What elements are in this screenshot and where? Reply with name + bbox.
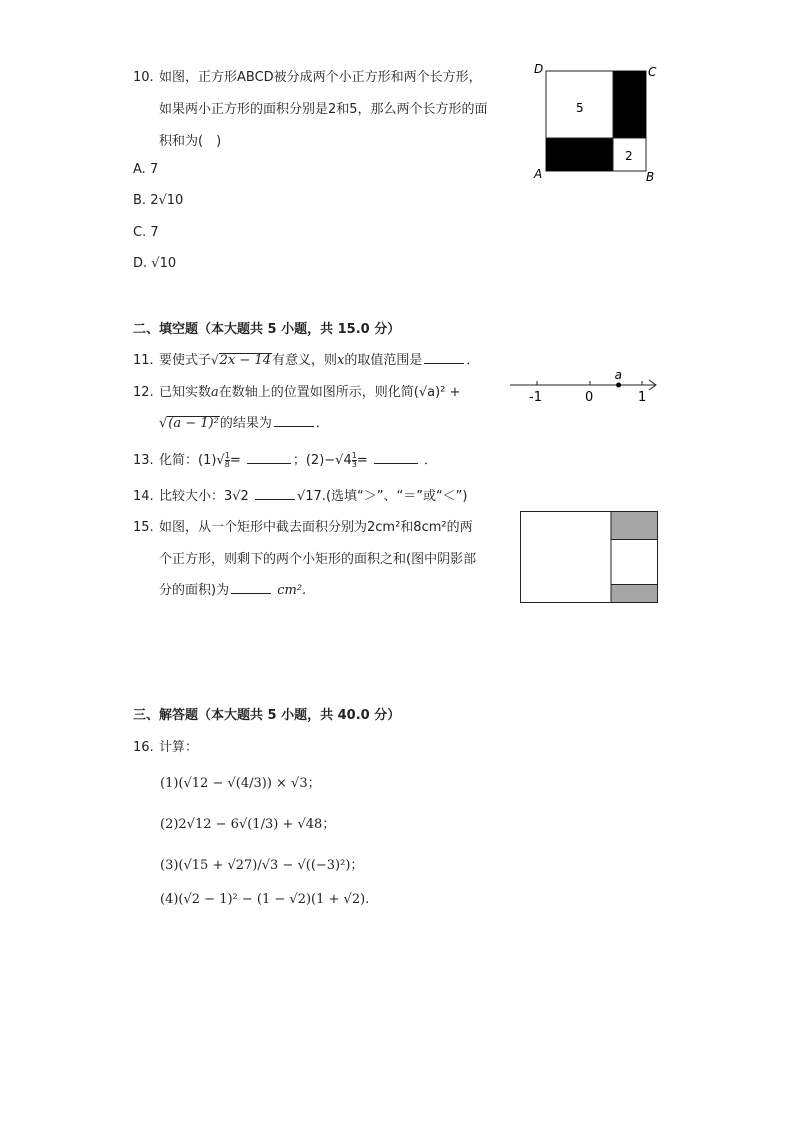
shaded-rectangle-top bbox=[611, 512, 658, 540]
q10-line2: 如果两小正方形的面积分别是2和5，那么两个长方形的面 bbox=[159, 102, 488, 117]
tick-label-0: 0 bbox=[585, 390, 594, 405]
q12-number-line bbox=[505, 368, 665, 408]
tick-label-1: 1 bbox=[638, 390, 647, 405]
q16-item-2: (2)2√12 − 6√(1/3) + √48； bbox=[160, 817, 336, 832]
right-rectangle bbox=[613, 71, 646, 138]
vertex-d: D bbox=[534, 62, 544, 76]
q10-option-c[interactable]: C. 7 bbox=[133, 225, 159, 240]
vertex-a: A bbox=[534, 167, 543, 181]
bottom-rectangle bbox=[546, 138, 613, 171]
section2-title: 二、填空题（本大题共 5 小题，共 15.0 分） bbox=[133, 322, 401, 337]
q15-line3: 分的面积)为 cm². bbox=[159, 583, 307, 598]
q15-rectangle-figure bbox=[519, 510, 661, 606]
q11: 11. 要使式子√2x − 14有意义，则x的取值范围是 ． bbox=[133, 353, 480, 368]
q10-option-a[interactable]: A. 7 bbox=[133, 162, 159, 177]
q11-answer-blank[interactable] bbox=[424, 351, 464, 364]
q15-line1: 15. 如图，从一个矩形中截去面积分别为2cm²和8cm²的两 bbox=[133, 520, 473, 535]
q16-title: 16. 计算： bbox=[133, 740, 199, 755]
q15-line2: 个正方形，则剩下的两个小矩形的面积之和(图中阴影部 bbox=[159, 552, 477, 567]
tick-label-neg1: -1 bbox=[529, 390, 542, 405]
shaded-rectangle-bottom bbox=[611, 585, 658, 603]
q16-item-4: (4)(√2 − 1)² − (1 − √2)(1 + √2). bbox=[160, 892, 370, 907]
q10-square-figure bbox=[530, 60, 670, 185]
q12-line1: 12. 已知实数a在数轴上的位置如图所示，则化简(√a)² + bbox=[133, 385, 461, 400]
big-square-label: 5 bbox=[576, 101, 584, 115]
vertex-b: B bbox=[646, 170, 655, 184]
q10-option-d[interactable]: D. √10 bbox=[133, 256, 177, 271]
q12-answer-blank[interactable] bbox=[274, 414, 314, 427]
vertex-c: C bbox=[648, 65, 657, 79]
small-square bbox=[611, 540, 658, 585]
q12-line2: √(a − 1)²的结果为 ． bbox=[159, 416, 329, 431]
q14: 14. 比较大小：3√2 √17.(选填“＞”、“＝”或“＜”) bbox=[133, 489, 468, 504]
q10-line3: 积和为( ) bbox=[159, 134, 222, 149]
q15-answer-blank[interactable] bbox=[231, 581, 271, 594]
small-square-label: 2 bbox=[625, 149, 633, 163]
q13-answer-blank-2[interactable] bbox=[374, 451, 418, 464]
q16-item-1: (1)(√12 − √(4/3)) × √3； bbox=[160, 776, 321, 791]
point-a bbox=[616, 383, 621, 388]
q16-item-3: (3)(√15 + √27)/√3 − √((−3)²)； bbox=[160, 858, 364, 873]
section3-title: 三、解答题（本大题共 5 小题，共 40.0 分） bbox=[133, 708, 401, 723]
q13-answer-blank-1[interactable] bbox=[247, 451, 291, 464]
q14-answer-blank[interactable] bbox=[255, 487, 295, 500]
q13: 13. 化简：(1)√ $\frac{1}{8}$ = ；(2)−√4 $\frac{1}{3}$ = ． bbox=[133, 451, 438, 469]
q10-option-b[interactable]: B. 2√10 bbox=[133, 193, 184, 208]
point-a-label: a bbox=[614, 368, 622, 382]
q10-line1: 10. 如图，正方形ABCD被分成两个小正方形和两个长方形， bbox=[133, 70, 482, 85]
